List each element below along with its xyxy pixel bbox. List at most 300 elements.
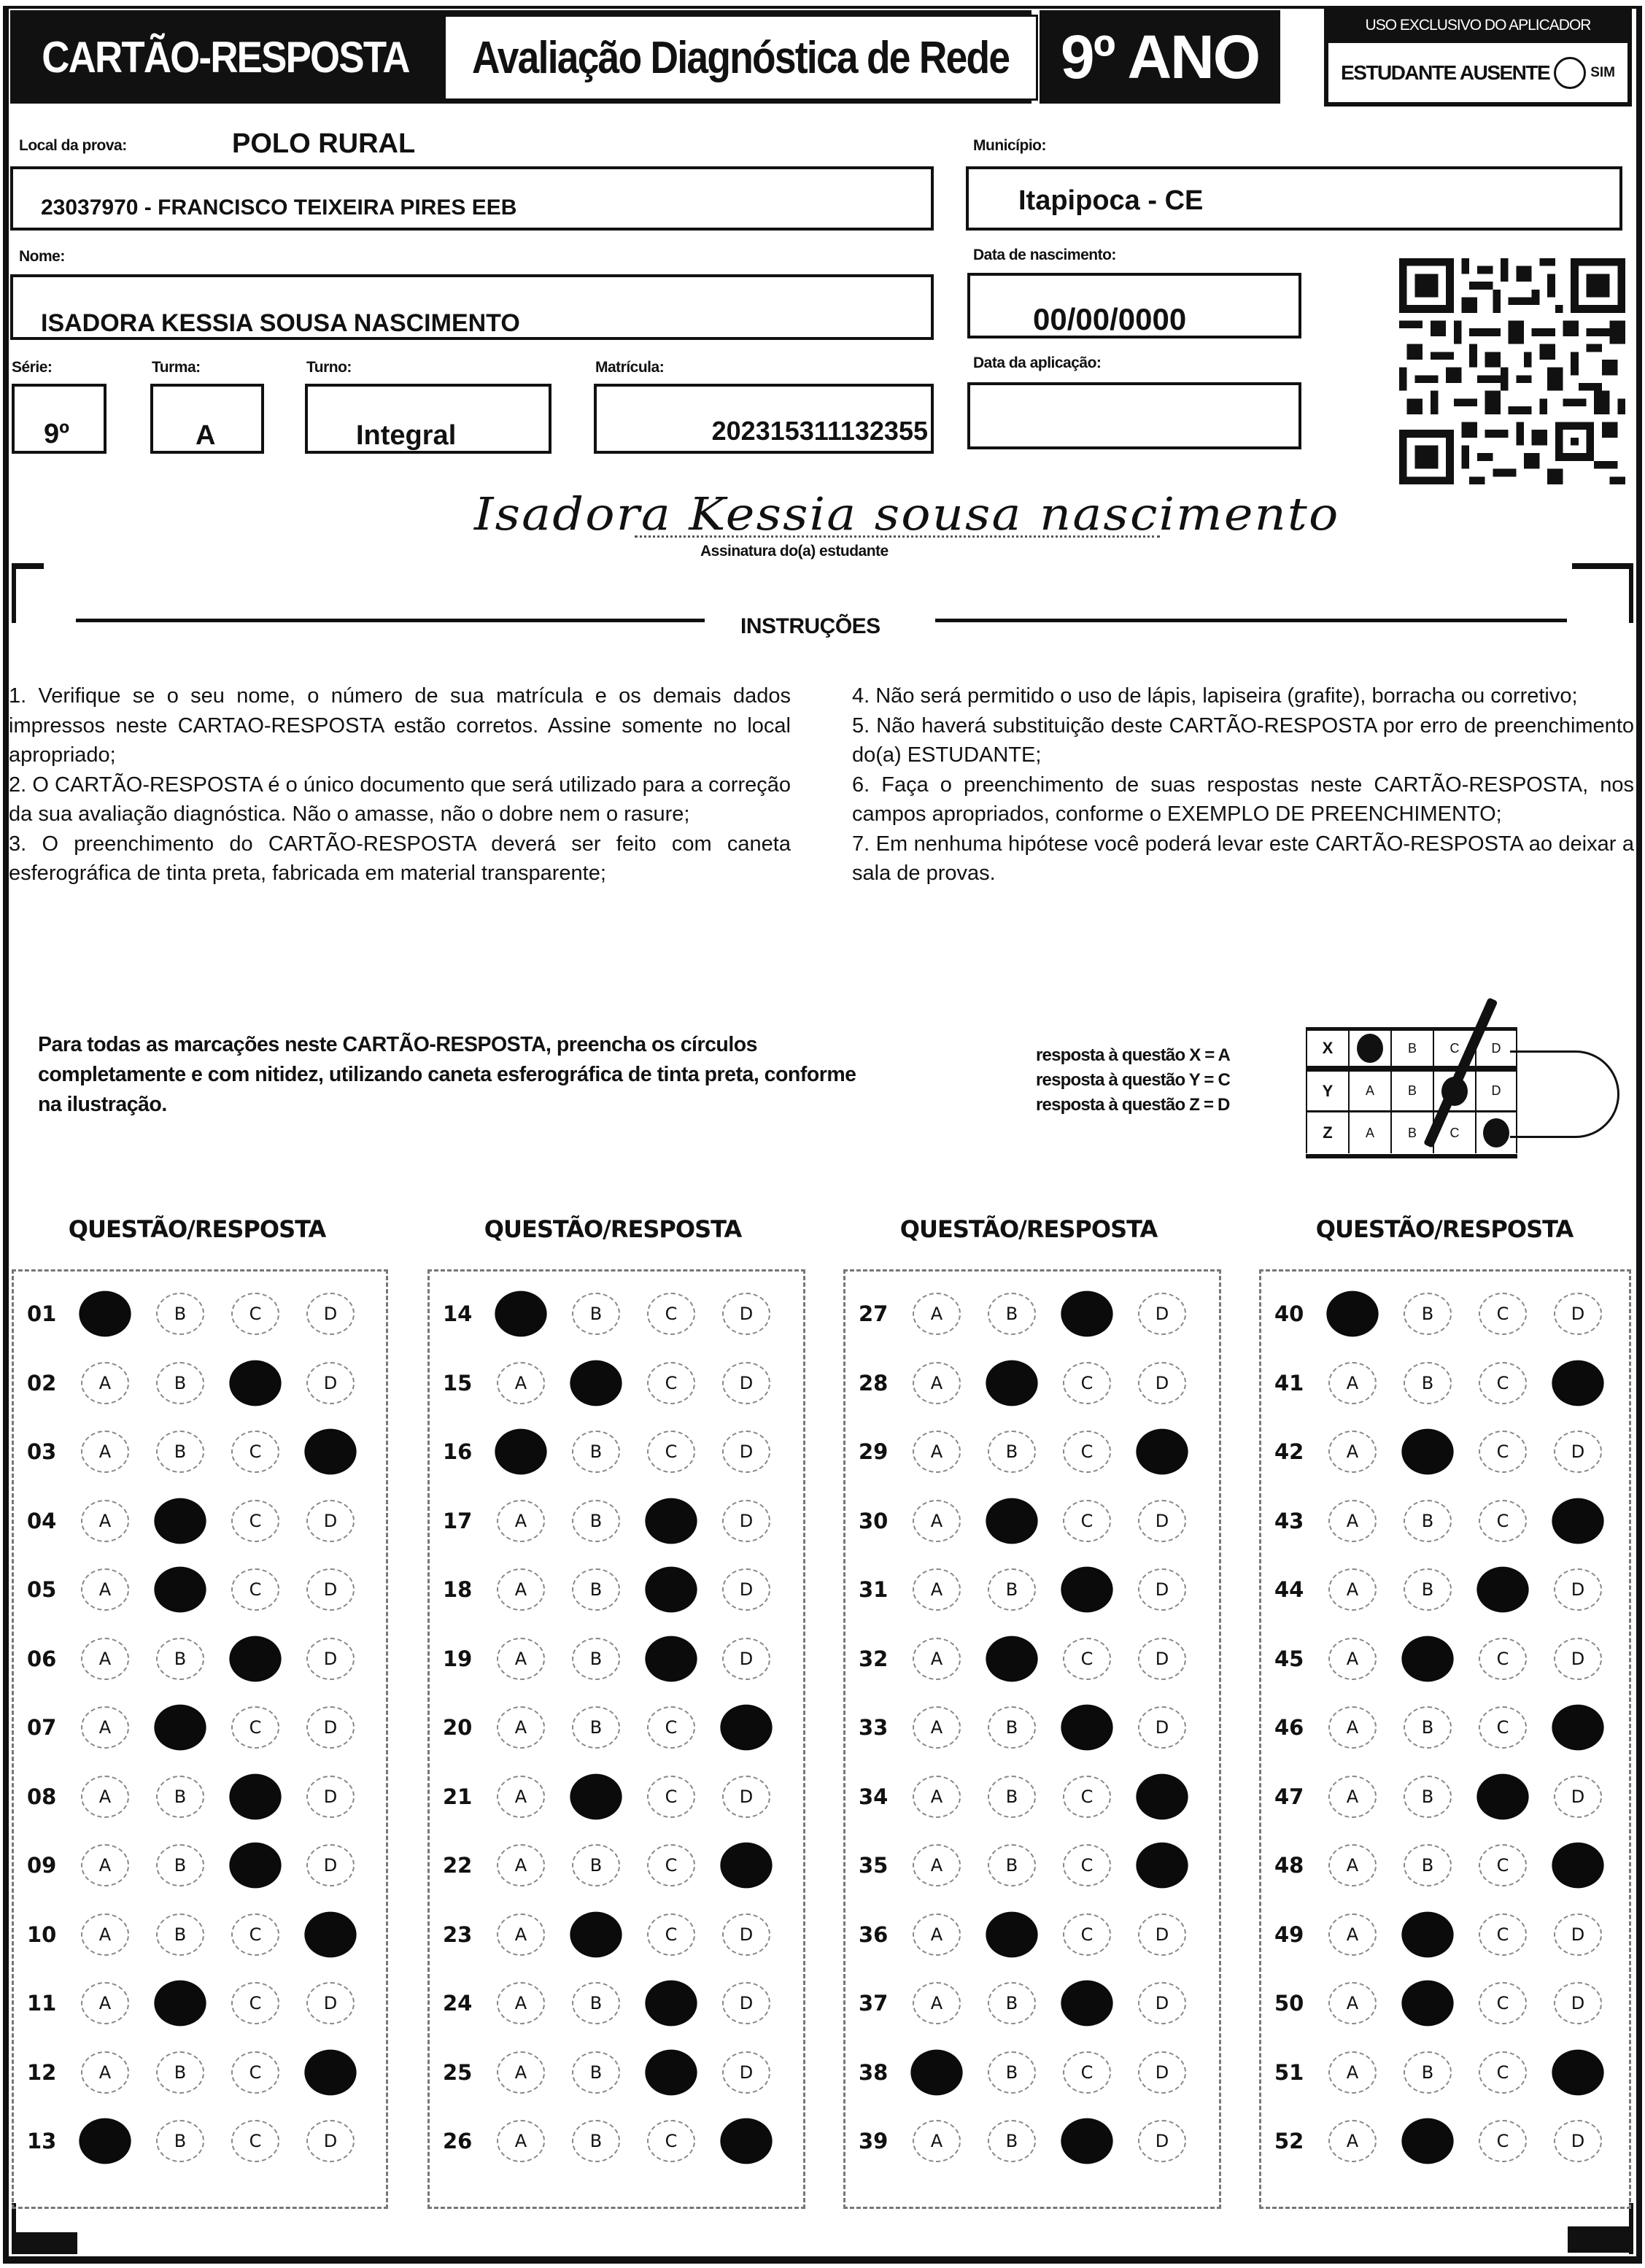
exam-name: Avaliação Diagnóstica de Rede xyxy=(472,32,1010,83)
answer-bubble-a[interactable]: A xyxy=(913,1844,961,1886)
question-row xyxy=(14,1843,386,1887)
turma-value: A xyxy=(196,420,216,451)
answer-bubble-b[interactable]: B xyxy=(572,1844,620,1886)
answer-bubble-c[interactable] xyxy=(229,1636,281,1681)
answer-bubble-b[interactable]: B xyxy=(988,1982,1036,2024)
answer-bubble-d[interactable] xyxy=(1552,2049,1603,2095)
question-row xyxy=(430,1981,803,2025)
answer-bubble-b[interactable]: B xyxy=(572,2051,620,2094)
answer-bubble-b[interactable]: B xyxy=(572,2120,620,2162)
fill-instructions: Para todas as marcações neste CARTÃO-RESPOSTA, preencha os círculos completamente e com nitidez, utilizando caneta esferográfica de tinta preta, conforme na ilustração. xyxy=(38,1033,856,1116)
answer-bubble-c[interactable]: C xyxy=(1063,1500,1111,1542)
answer-bubble-c[interactable]: C xyxy=(647,1913,695,1956)
answer-bubble-d[interactable]: D xyxy=(1138,1638,1186,1680)
instructions-title: INSTRUÇÕES xyxy=(740,614,880,638)
question-number: 03 xyxy=(27,1439,57,1464)
answer-bubble-a[interactable]: A xyxy=(913,2120,961,2162)
answer-bubble-c[interactable]: C xyxy=(1063,1776,1111,1818)
answer-bubble-b[interactable] xyxy=(1401,1636,1453,1681)
answer-bubble-b[interactable]: B xyxy=(156,1431,204,1473)
answer-bubble-d[interactable]: D xyxy=(722,1776,770,1818)
example-row-z xyxy=(1306,1112,1517,1153)
instructions-rule-left xyxy=(76,619,705,622)
question-number: 27 xyxy=(859,1301,889,1326)
answer-bubble-a[interactable]: A xyxy=(1328,1638,1377,1680)
answer-bubble-d[interactable] xyxy=(1136,1843,1188,1889)
question-row xyxy=(845,1843,1219,1887)
answer-bubble-b[interactable] xyxy=(570,1360,622,1406)
answer-bubble-a[interactable]: A xyxy=(497,1844,545,1886)
answer-bubble-d[interactable] xyxy=(304,1429,356,1475)
question-row xyxy=(1261,1913,1629,1957)
answer-bubble-d[interactable]: D xyxy=(1138,1706,1186,1749)
answer-bubble-c[interactable]: C xyxy=(1479,2051,1527,2094)
question-number: 48 xyxy=(1274,1853,1304,1878)
answer-bubble-a[interactable]: A xyxy=(913,1776,961,1818)
answer-bubble-d[interactable]: D xyxy=(306,1293,355,1335)
turma-field xyxy=(150,384,264,454)
answer-bubble-d[interactable]: D xyxy=(722,1913,770,1956)
answer-bubble-d[interactable]: D xyxy=(1554,1638,1602,1680)
school-field xyxy=(10,166,934,231)
answer-bubble-c[interactable]: C xyxy=(1479,1844,1527,1886)
question-number: 45 xyxy=(1274,1646,1304,1671)
answer-bubble-a[interactable] xyxy=(495,1429,546,1475)
answer-bubble-b[interactable] xyxy=(1401,1911,1453,1957)
question-number: 36 xyxy=(859,1921,889,1947)
answer-bubble-c[interactable]: C xyxy=(1063,1913,1111,1956)
answer-bubble-c[interactable]: C xyxy=(647,1776,695,1818)
answer-bubble-c[interactable]: C xyxy=(231,1500,279,1542)
answer-bubble-c[interactable]: C xyxy=(231,1568,279,1611)
answer-bubble-a[interactable]: A xyxy=(497,2051,545,2094)
filled-dot-icon xyxy=(1357,1034,1383,1063)
question-number: 14 xyxy=(443,1301,473,1326)
answer-bubble-c[interactable]: C xyxy=(647,2120,695,2162)
answer-bubble-a[interactable]: A xyxy=(913,1362,961,1404)
answer-bubble-d[interactable]: D xyxy=(1554,1568,1602,1611)
answer-bubble-c[interactable] xyxy=(1061,1567,1112,1613)
answer-bubble-c[interactable] xyxy=(645,1981,697,2027)
answer-bubble-b[interactable]: B xyxy=(988,1568,1036,1611)
answer-bubble-c[interactable] xyxy=(229,1360,281,1406)
question-number: 40 xyxy=(1274,1301,1304,1326)
answer-bubble-c[interactable]: C xyxy=(1479,1362,1527,1404)
answer-bubble-d[interactable]: D xyxy=(1554,1982,1602,2024)
answer-bubble-a[interactable] xyxy=(79,2118,131,2164)
answer-bubble-a[interactable]: A xyxy=(497,1638,545,1680)
answer-bubble-a[interactable]: A xyxy=(1328,1568,1377,1611)
answer-bubble-c[interactable]: C xyxy=(1479,1293,1527,1335)
answer-bubble-d[interactable]: D xyxy=(722,2051,770,2094)
answer-bubble-c[interactable]: C xyxy=(231,2051,279,2094)
answer-bubble-c[interactable]: C xyxy=(231,1431,279,1473)
absent-option-label: SIM xyxy=(1590,64,1615,80)
answer-bubble-b[interactable]: B xyxy=(156,1776,204,1818)
question-number: 47 xyxy=(1274,1784,1304,1809)
answer-bubble-c[interactable] xyxy=(1061,1981,1112,2027)
answer-bubble-d[interactable]: D xyxy=(1138,1362,1186,1404)
answer-bubble-a[interactable] xyxy=(1326,1291,1378,1337)
answer-bubble-c[interactable]: C xyxy=(1479,1500,1527,1542)
answer-bubble-b[interactable] xyxy=(1401,1429,1453,1475)
local-label: Local da prova: xyxy=(19,137,127,154)
fill-example-grid xyxy=(1306,1027,1517,1158)
answer-bubble-d[interactable]: D xyxy=(722,1982,770,2024)
example-bubble-c: C xyxy=(1433,1112,1475,1153)
matricula-field xyxy=(594,384,934,454)
answer-bubble-d[interactable] xyxy=(720,1705,772,1751)
example-row-label: X xyxy=(1306,1031,1348,1066)
answer-bubble-c[interactable]: C xyxy=(231,1982,279,2024)
question-row xyxy=(430,1568,803,1611)
aplicacao-label: Data da aplicação: xyxy=(973,355,1102,371)
answer-bubble-b[interactable]: B xyxy=(156,2120,204,2162)
answer-bubble-d[interactable]: D xyxy=(306,1638,355,1680)
answer-bubble-c[interactable]: C xyxy=(1479,2120,1527,2162)
answer-bubble-c[interactable]: C xyxy=(1479,1638,1527,1680)
answer-bubble-b[interactable]: B xyxy=(572,1638,620,1680)
example-bubble-b: B xyxy=(1390,1112,1433,1153)
answer-bubble-b[interactable] xyxy=(570,1773,622,1819)
answer-bubble-a[interactable]: A xyxy=(1328,2120,1377,2162)
answer-bubble-c[interactable]: C xyxy=(231,1913,279,1956)
answer-bubble-a[interactable] xyxy=(910,2049,962,2095)
answer-bubble-b[interactable]: B xyxy=(156,1638,204,1680)
answer-bubble-c[interactable] xyxy=(229,1773,281,1819)
answer-bubble-d[interactable]: D xyxy=(1138,1293,1186,1335)
answer-bubble-d[interactable] xyxy=(1136,1773,1188,1819)
answer-bubble-a[interactable]: A xyxy=(81,2051,129,2094)
bracket-top-right-h xyxy=(1572,563,1633,569)
answer-bubble-a[interactable]: A xyxy=(81,1844,129,1886)
answer-bubble-c[interactable]: C xyxy=(1063,1638,1111,1680)
answer-bubble-d[interactable]: D xyxy=(722,1568,770,1611)
answer-bubble-b[interactable]: B xyxy=(156,1913,204,1956)
answer-bubble-a[interactable]: A xyxy=(81,1706,129,1749)
answer-bubble-a[interactable]: A xyxy=(1328,1431,1377,1473)
answer-bubble-a[interactable]: A xyxy=(913,1293,961,1335)
nome-value: ISADORA KESSIA SOUSA NASCIMENTO xyxy=(41,309,520,337)
question-row xyxy=(1261,1430,1629,1474)
answer-bubble-b[interactable]: B xyxy=(572,1500,620,1542)
answer-bubble-d[interactable] xyxy=(1552,1498,1603,1544)
answer-bubble-b[interactable]: B xyxy=(1404,1568,1452,1611)
question-row xyxy=(1261,1775,1629,1819)
question-row xyxy=(14,1706,386,1749)
question-row xyxy=(845,1292,1219,1336)
answer-bubble-b[interactable]: B xyxy=(988,1293,1036,1335)
answer-bubble-b[interactable] xyxy=(154,1705,206,1751)
answer-bubble-a[interactable]: A xyxy=(81,1776,129,1818)
answer-bubble-a[interactable]: A xyxy=(497,1982,545,2024)
answer-bubble-c[interactable]: C xyxy=(1479,1913,1527,1956)
answer-bubble-b[interactable]: B xyxy=(156,1293,204,1335)
answer-bubble-a[interactable]: A xyxy=(81,1500,129,1542)
answer-bubble-d[interactable]: D xyxy=(306,1844,355,1886)
answer-bubble-b[interactable]: B xyxy=(988,2120,1036,2162)
question-row xyxy=(430,1430,803,1474)
answer-bubble-c[interactable]: C xyxy=(1063,1362,1111,1404)
question-number: 18 xyxy=(443,1577,473,1602)
answer-bubble-d[interactable]: D xyxy=(306,1362,355,1404)
answer-bubble-b[interactable] xyxy=(154,1567,206,1613)
answer-bubble-b[interactable] xyxy=(986,1360,1037,1406)
answer-bubble-b[interactable] xyxy=(1401,2118,1453,2164)
answer-bubble-a[interactable]: A xyxy=(81,1913,129,1956)
answer-bubble-b[interactable]: B xyxy=(1404,1500,1452,1542)
answer-bubble-c[interactable] xyxy=(645,1567,697,1613)
question-row xyxy=(430,2051,803,2094)
answer-bubble-b[interactable]: B xyxy=(1404,1362,1452,1404)
answer-bubble-d[interactable]: D xyxy=(722,1293,770,1335)
question-row xyxy=(1261,1361,1629,1405)
municipio-label: Município: xyxy=(973,137,1046,154)
question-number: 50 xyxy=(1274,1991,1304,2016)
question-row xyxy=(1261,1292,1629,1336)
answer-bubble-c[interactable]: C xyxy=(647,1362,695,1404)
answer-bubble-a[interactable]: A xyxy=(1328,1844,1377,1886)
answer-bubble-a[interactable]: A xyxy=(1328,1500,1377,1542)
answer-bubble-d[interactable]: D xyxy=(722,1500,770,1542)
answer-bubble-a[interactable]: A xyxy=(913,1431,961,1473)
answer-bubble-d[interactable]: D xyxy=(1554,2120,1602,2162)
answer-bubble-d[interactable] xyxy=(1136,1429,1188,1475)
answer-bubble-d[interactable]: D xyxy=(722,1362,770,1404)
answer-bubble-d[interactable]: D xyxy=(1138,2051,1186,2094)
example-bubble-a: A xyxy=(1348,1072,1390,1110)
column-title-2: QUESTÃO/RESPOSTA xyxy=(484,1215,742,1243)
answer-bubble-d[interactable]: D xyxy=(1554,1776,1602,1818)
answer-bubble-a[interactable]: A xyxy=(1328,1982,1377,2024)
column-title-1: QUESTÃO/RESPOSTA xyxy=(68,1215,326,1243)
turma-label: Turma: xyxy=(152,359,201,376)
question-number: 30 xyxy=(859,1508,889,1533)
answer-bubble-b[interactable]: B xyxy=(156,1362,204,1404)
question-number: 07 xyxy=(27,1715,57,1740)
question-number: 33 xyxy=(859,1715,889,1740)
question-row xyxy=(14,2051,386,2094)
answer-bubble-c[interactable] xyxy=(645,1636,697,1681)
question-number: 16 xyxy=(443,1439,473,1464)
answer-bubble-b[interactable]: B xyxy=(1404,1844,1452,1886)
answer-bubble-c[interactable]: C xyxy=(1063,2051,1111,2094)
answer-bubble-a[interactable]: A xyxy=(1328,1362,1377,1404)
bracket-bottom-left-v xyxy=(12,2203,16,2254)
answer-bubble-d[interactable]: D xyxy=(722,1431,770,1473)
answer-bubble-b[interactable] xyxy=(154,1498,206,1544)
question-number: 46 xyxy=(1274,1715,1304,1740)
answer-bubble-b[interactable]: B xyxy=(572,1293,620,1335)
example-line-z: resposta à questão Z = D xyxy=(1036,1095,1230,1115)
answer-bubble-d[interactable]: D xyxy=(1138,2120,1186,2162)
answer-bubble-c[interactable]: C xyxy=(647,1431,695,1473)
question-number: 34 xyxy=(859,1784,889,1809)
answer-bubble-a[interactable]: A xyxy=(1328,1913,1377,1956)
answer-bubble-b[interactable]: B xyxy=(572,1568,620,1611)
answer-bubble-d[interactable]: D xyxy=(1138,1500,1186,1542)
question-number: 26 xyxy=(443,2129,473,2153)
question-row xyxy=(845,1361,1219,1405)
answer-bubble-a[interactable]: A xyxy=(81,1638,129,1680)
answer-bubble-b[interactable]: B xyxy=(156,1844,204,1886)
question-number: 22 xyxy=(443,1853,473,1878)
applicator-title: USO EXCLUSIVO DO APLICADOR xyxy=(1365,17,1591,34)
answer-bubble-d[interactable] xyxy=(720,1843,772,1889)
answer-bubble-c[interactable]: C xyxy=(231,2120,279,2162)
answer-bubble-c[interactable] xyxy=(229,1843,281,1889)
answer-bubble-d[interactable]: D xyxy=(306,1982,355,2024)
answer-bubble-d[interactable]: D xyxy=(306,2120,355,2162)
answer-bubble-a[interactable]: A xyxy=(913,1568,961,1611)
answer-bubble-d[interactable] xyxy=(1552,1705,1603,1751)
answer-bubble-b[interactable]: B xyxy=(156,2051,204,2094)
question-number: 25 xyxy=(443,2059,473,2085)
answer-bubble-c[interactable] xyxy=(1476,1567,1528,1613)
answer-bubble-c[interactable]: C xyxy=(1479,1982,1527,2024)
answer-bubble-c[interactable]: C xyxy=(647,1706,695,1749)
answer-bubble-d[interactable] xyxy=(1552,1360,1603,1406)
answer-bubble-a[interactable]: A xyxy=(81,1431,129,1473)
answer-bubble-b[interactable]: B xyxy=(988,2051,1036,2094)
answer-bubble-b[interactable] xyxy=(154,1981,206,2027)
answer-bubble-c[interactable] xyxy=(1476,1773,1528,1819)
answer-bubble-a[interactable]: A xyxy=(1328,2051,1377,2094)
example-line-y: resposta à questão Y = C xyxy=(1036,1070,1231,1090)
answer-bubble-a[interactable]: A xyxy=(81,1982,129,2024)
answer-bubble-b[interactable]: B xyxy=(572,1431,620,1473)
applicator-box xyxy=(1324,7,1632,107)
answer-bubble-a[interactable]: A xyxy=(497,1568,545,1611)
answer-bubble-d[interactable]: D xyxy=(1138,1913,1186,1956)
answer-bubble-a[interactable]: A xyxy=(497,1913,545,1956)
answer-bubble-d[interactable]: D xyxy=(1138,1568,1186,1611)
question-number: 39 xyxy=(859,2129,889,2153)
question-row xyxy=(14,1430,386,1474)
answer-bubble-b[interactable]: B xyxy=(572,1982,620,2024)
answer-bubble-a[interactable]: A xyxy=(913,1706,961,1749)
instruction-7: 7. Em nenhuma hipótese você poderá levar este CARTÃO-RESPOSTA ao deixar a sala de provas. xyxy=(852,832,1634,885)
answer-bubble-a[interactable]: A xyxy=(913,1982,961,2024)
answer-bubble-b[interactable]: B xyxy=(988,1431,1036,1473)
answer-bubble-b[interactable]: B xyxy=(1404,1706,1452,1749)
answer-bubble-d[interactable]: D xyxy=(1554,1431,1602,1473)
answer-bubble-d[interactable]: D xyxy=(1554,1293,1602,1335)
column-title-4: QUESTÃO/RESPOSTA xyxy=(1315,1215,1574,1243)
answer-bubble-b[interactable]: B xyxy=(572,1706,620,1749)
answer-bubble-d[interactable]: D xyxy=(306,1706,355,1749)
answer-bubble-c[interactable]: C xyxy=(1063,1431,1111,1473)
answer-bubble-a[interactable]: A xyxy=(1328,1706,1377,1749)
question-number: 09 xyxy=(27,1853,57,1878)
answer-bubble-d[interactable]: D xyxy=(306,1776,355,1818)
answer-bubble-d[interactable] xyxy=(304,2049,356,2095)
answer-bubble-b[interactable] xyxy=(986,1911,1037,1957)
question-number: 32 xyxy=(859,1646,889,1671)
answer-bubble-a[interactable]: A xyxy=(497,1776,545,1818)
bracket-bottom-left xyxy=(12,2232,77,2254)
answer-bubble-b[interactable] xyxy=(986,1636,1037,1681)
answer-bubble-a[interactable]: A xyxy=(913,1638,961,1680)
answer-bubble-b[interactable] xyxy=(570,1911,622,1957)
answer-bubble-a[interactable]: A xyxy=(497,1706,545,1749)
answer-bubble-c[interactable]: C xyxy=(1063,1844,1111,1886)
answer-bubble-c[interactable]: C xyxy=(231,1293,279,1335)
answer-bubble-a[interactable]: A xyxy=(497,2120,545,2162)
answer-bubble-b[interactable]: B xyxy=(988,1776,1036,1818)
answer-bubble-a[interactable]: A xyxy=(81,1568,129,1611)
answer-bubble-a[interactable] xyxy=(495,1291,546,1337)
bracket-bottom-right xyxy=(1568,2226,1633,2253)
answer-bubble-d[interactable]: D xyxy=(1554,1913,1602,1956)
question-row xyxy=(430,1499,803,1543)
answer-column-1 xyxy=(12,1269,388,2209)
answer-bubble-d[interactable] xyxy=(304,1911,356,1957)
question-row xyxy=(14,1499,386,1543)
answer-bubble-d[interactable] xyxy=(1552,1843,1603,1889)
answer-bubble-d[interactable]: D xyxy=(306,1500,355,1542)
answer-bubble-b[interactable] xyxy=(1401,1981,1453,2027)
question-number: 49 xyxy=(1274,1921,1304,1947)
signature-line xyxy=(635,535,1160,538)
answer-bubble-c[interactable] xyxy=(1061,1705,1112,1751)
aplicacao-field[interactable] xyxy=(967,382,1301,449)
answer-bubble-a[interactable] xyxy=(79,1291,131,1337)
answer-bubble-b[interactable]: B xyxy=(988,1844,1036,1886)
answer-bubble-a[interactable]: A xyxy=(81,1362,129,1404)
example-bubble-d: D xyxy=(1475,1031,1517,1066)
answer-bubble-a[interactable]: A xyxy=(913,1913,961,1956)
answer-bubble-c[interactable] xyxy=(1061,2118,1112,2164)
answer-bubble-a[interactable]: A xyxy=(497,1500,545,1542)
question-number: 28 xyxy=(859,1370,889,1396)
answer-bubble-d[interactable]: D xyxy=(1138,1982,1186,2024)
answer-bubble-a[interactable]: A xyxy=(1328,1776,1377,1818)
answer-bubble-c[interactable]: C xyxy=(1479,1431,1527,1473)
question-row xyxy=(430,1775,803,1819)
border-left xyxy=(3,9,9,2263)
absent-bubble[interactable] xyxy=(1554,57,1586,89)
answer-bubble-b[interactable] xyxy=(986,1498,1037,1544)
nome-label: Nome: xyxy=(19,248,65,265)
answer-bubble-b[interactable]: B xyxy=(1404,2051,1452,2094)
answer-bubble-c[interactable]: C xyxy=(647,1844,695,1886)
answer-bubble-a[interactable]: A xyxy=(497,1362,545,1404)
example-bubble-b: B xyxy=(1390,1072,1433,1110)
answer-bubble-d[interactable] xyxy=(720,2118,772,2164)
answer-bubble-c[interactable]: C xyxy=(1479,1706,1527,1749)
answer-bubble-c[interactable]: C xyxy=(647,1293,695,1335)
answer-bubble-a[interactable]: A xyxy=(913,1500,961,1542)
question-row xyxy=(1261,1568,1629,1611)
answer-bubble-c[interactable] xyxy=(645,1498,697,1544)
question-row xyxy=(14,1913,386,1957)
answer-bubble-d[interactable]: D xyxy=(306,1568,355,1611)
answer-bubble-b[interactable]: B xyxy=(1404,1776,1452,1818)
answer-bubble-c[interactable]: C xyxy=(231,1706,279,1749)
instructions-rule-right xyxy=(935,619,1567,622)
answer-bubble-c[interactable] xyxy=(645,2049,697,2095)
question-row xyxy=(430,2119,803,2163)
question-row xyxy=(14,1361,386,1405)
question-number: 13 xyxy=(27,2129,57,2153)
example-bubble-c: C xyxy=(1433,1031,1475,1066)
answer-bubble-d[interactable]: D xyxy=(722,1638,770,1680)
answer-bubble-b[interactable]: B xyxy=(1404,1293,1452,1335)
instruction-2: 2. O CARTÃO-RESPOSTA é o único documento que será utilizado para a correção da sua avaliação diagnóstica. Não o amasse, não o dobre nem o rasure; xyxy=(9,773,791,826)
answer-bubble-c[interactable] xyxy=(1061,1291,1112,1337)
answer-bubble-b[interactable]: B xyxy=(988,1706,1036,1749)
